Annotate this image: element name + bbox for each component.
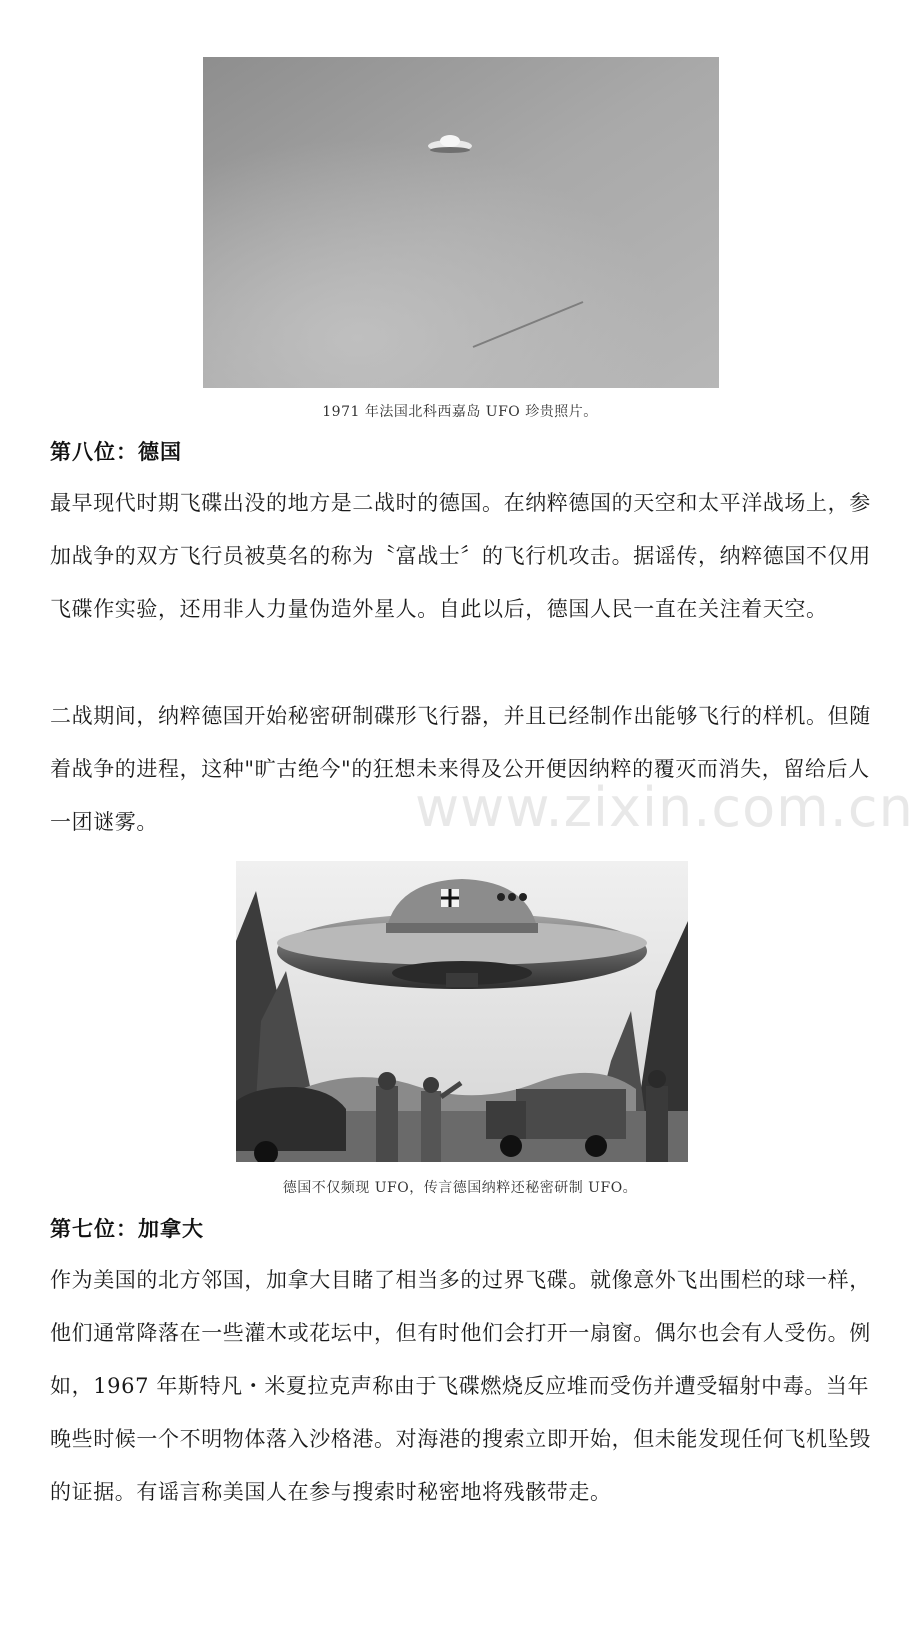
german-ufo-illustration (236, 861, 688, 1162)
paragraph: 二战期间，纳粹德国开始秘密研制碟形飞行器，并且已经制作出能够飞行的样机。但随着战争的进程，这种"旷古绝今"的狂想未来得及公开便因纳粹的覆灭而消失，留给后人一团谜雾。 (50, 704, 871, 834)
section-heading: 第七位：加拿大 (50, 1216, 204, 1241)
watermark: www.zixin.com.cn (415, 776, 914, 839)
paragraph: 作为美国的北方邻国，加拿大目睹了相当多的过界飞碟。就像意外飞出围栏的球一样，他们通常降落在一些灌木或花坛中，但有时他们会打开一扇窗。偶尔也会有人受伤。例如，1967 年斯特凡・米夏拉克声称由于飞碟燃烧反应堆而受伤并遭受辐射中毒。当年晚些时候一个不明物体落入沙格港。对海港的搜索立即开始，但未能发现任何飞机坠毁的证据。有谣言称美国人在参与搜索时秘密地将残骸带走。 (50, 1268, 871, 1504)
grey-sky-photo (203, 57, 719, 388)
paragraph: 最早现代时期飞碟出没的地方是二战时的德国。在纳粹德国的天空和太平洋战场上，参加战争的双方飞行员被莫名的称为〝富战士〞的飞行机攻击。据谣传，纳粹德国不仅用飞碟作实验，还用非人力量伪造外星人。自此以后，德国人民一直在关注着天空。 (50, 491, 871, 621)
section-heading: 第八位：德国 (50, 439, 182, 464)
flying-saucer-scene (236, 861, 688, 1162)
ufo-photo-1971-corsica (203, 57, 719, 388)
figure-caption: 1971 年法国北科西嘉岛 UFO 珍贵照片。 (322, 404, 598, 420)
figure-caption: 德国不仅频现 UFO，传言德国纳粹还秘密研制 UFO。 (282, 1180, 638, 1196)
